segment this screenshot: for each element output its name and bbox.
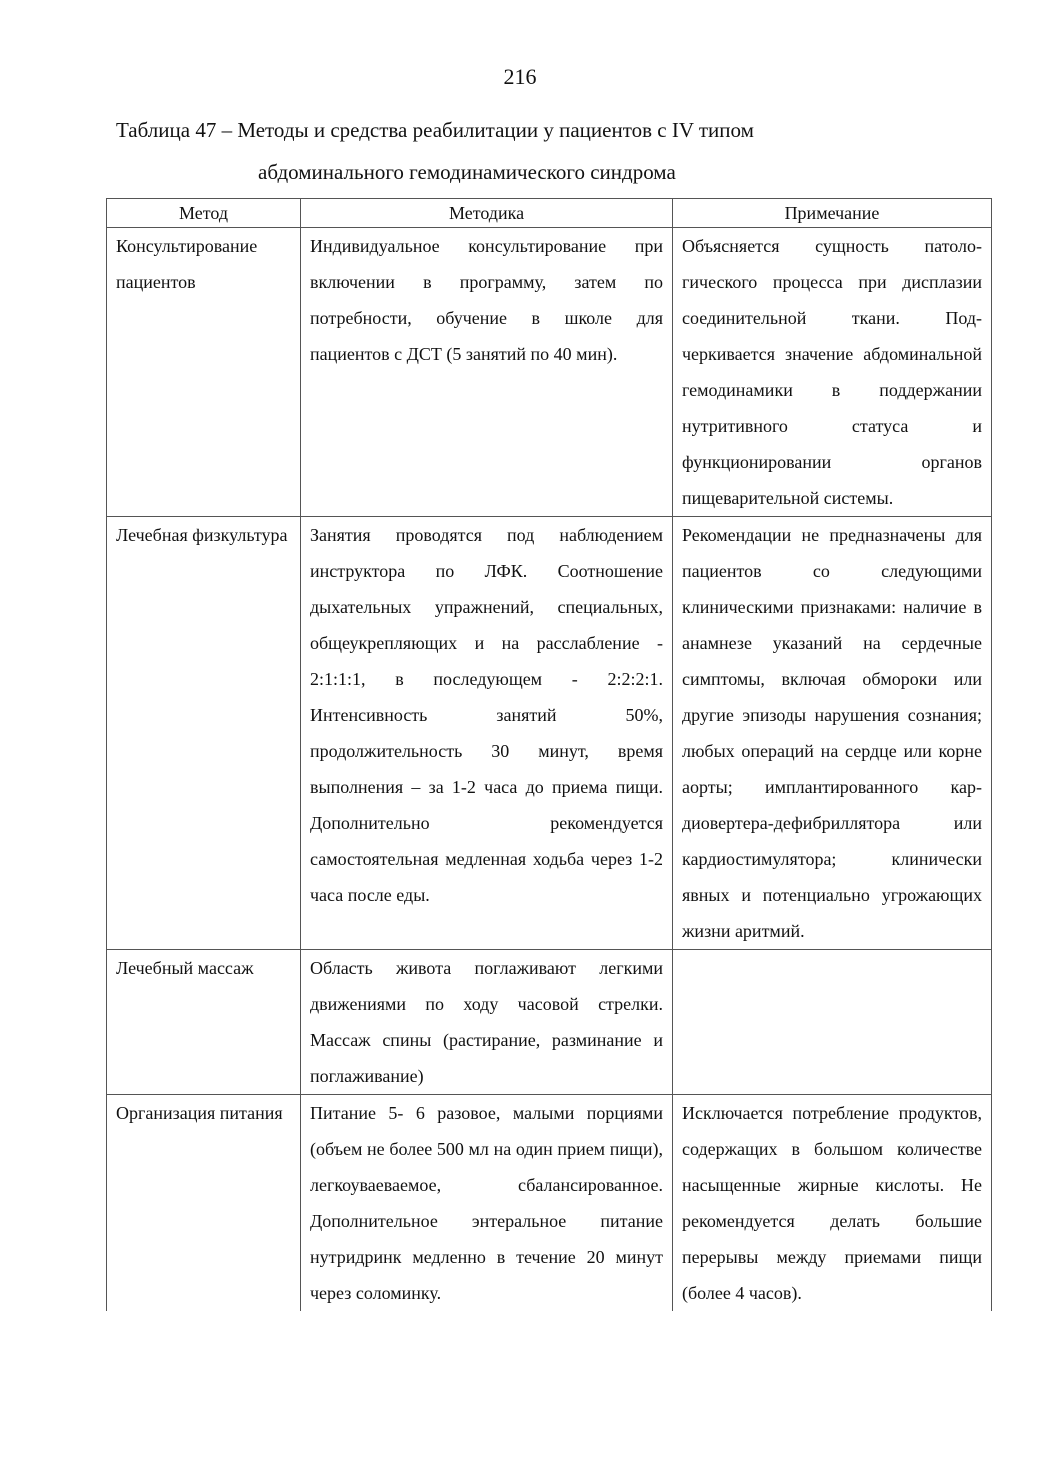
table-row [107,517,992,950]
cell-technique: Индивидуальное консультирование при включении в программу, затем по потребности, обучение в школе для пациентов с ДСТ (5 занятий по 40 мин). [301,228,673,517]
cell-note: Рекомендации не предназначены для пациентов со следующими клиническими признаками: наличие в анамнезе указаний на сердечные симптомы, включая обмороки или другие эпизоды нарушения сознания; любых операций на сердце или корне аорты; имплантированного кардиовертера-дефибриллятора или кардиостимулятора; клинически явных и потенциально угрожающих жизни аритмий. [673,517,992,950]
cell-note: Объясняется сущность патологического процесса при дисплазии соединительной ткани. Подчеркивается значение абдоминальной гемодинамики в поддержании нутритивного статуса и функционировании органов пищеварительной системы. [673,228,992,517]
table-header-row [107,199,992,228]
header-technique: Методика [301,199,673,228]
cell-method: Организация питания [107,1095,301,1312]
cell-technique: Занятия проводятся под наблюдением инструктора по ЛФК. Соотношение дыхательных упражнений, специальных, общеукрепляющих и на расслабление - 2:1:1:1, в последующем - 2:2:2:1. Интенсивность занятий 50%, продолжительность 30 минут, время выполнения – за 1-2 часа до приема пищи. Дополнительно рекомендуется самостоятельная медленная ходьба через 1-2 часа после еды. [301,517,673,950]
cell-note: Исключается потребление продуктов, содержащих в большом количестве насыщенные жирные кислоты. Не рекомендуется делать большие перерывы между приемами пищи (более 4 часов). [673,1095,992,1312]
table-caption-line-2: абдоминального гемодинамического синдрома [258,160,676,184]
cell-technique: Питание 5- 6 разовое, малыми порциями (объем не более 500 мл на один прием пищи), легкоуваеваемое, сбалансированное. Дополнительное энтеральное питание нутридринк медленно в течение 20 минут через соломинку. [301,1095,673,1312]
header-note: Примечание [673,199,992,228]
table-row [107,950,992,1095]
page-number: 216 [503,64,537,89]
cell-technique: Область живота поглаживают легкими движениями по ходу часовой стрелки. Массаж спины (растирание, разминание и поглаживание) [301,950,673,1095]
table-row [107,1095,992,1312]
table-caption-line-1: Таблица 47 – Методы и средства реабилитации у пациентов с IV типом [116,118,754,142]
cell-method: Лечебная физкультура [107,517,301,950]
cell-method: Консультирование пациентов [107,228,301,517]
header-method: Метод [107,199,301,228]
cell-note [673,950,992,1095]
cell-method: Лечебный массаж [107,950,301,1095]
rehabilitation-methods-table [106,198,992,1311]
table-row [107,228,992,517]
